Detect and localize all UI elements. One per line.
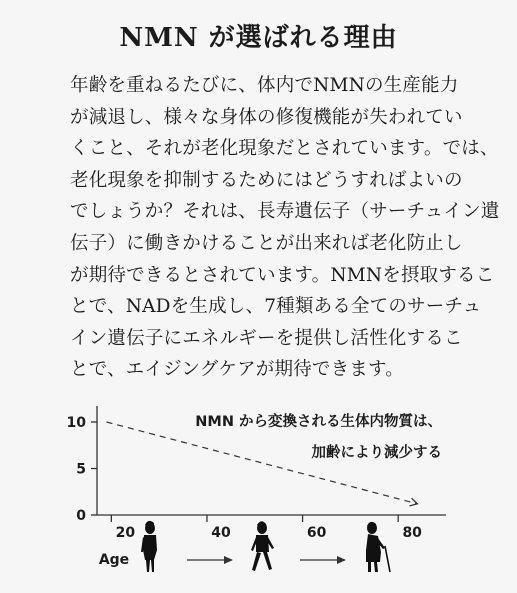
- body-line: 老化現象を抑制するためにはどうすればよいの: [70, 169, 463, 191]
- body-line: とで、NADを生成し、7種類ある全てのサーチュ: [70, 296, 482, 318]
- x-tick-label: 40: [211, 525, 231, 541]
- x-axis-label: Age: [98, 552, 130, 568]
- body-line: が減退し、様々な身体の修復機能が失われてい: [70, 106, 463, 128]
- body-line: くこと、それが老化現象だとされています。では、: [70, 138, 499, 160]
- annotation-line-1: NMN から変換される生体内物質は、: [195, 414, 442, 430]
- body-paragraph: [70, 70, 500, 386]
- page-title: NMN が選ばれる理由: [119, 23, 398, 53]
- series-layer: [107, 422, 418, 504]
- y-tick-label: 5: [76, 461, 86, 478]
- y-tick-label: 10: [66, 415, 86, 431]
- x-tick-label: 80: [402, 525, 422, 541]
- x-tick-label: 60: [306, 525, 327, 541]
- decline-trend-line: [107, 422, 418, 504]
- body-line: とで、エイジングケアが期待できます。: [70, 359, 404, 381]
- y-axis-ticks: [67, 415, 97, 524]
- decline-chart-svg: [0, 392, 517, 593]
- annotation-line-2: 加齢により減少する: [311, 445, 442, 461]
- body-line: 年齢を重ねるたびに、体内でNMNの生産能力: [70, 75, 459, 96]
- elderly-woman-with-cane-icon: [366, 522, 390, 572]
- body-line: 伝子）に働きかけることが出来れば老化防止し: [70, 232, 463, 254]
- body-line: でしょうか？それは、長寿遺伝子（サーチュイン遺: [70, 201, 500, 223]
- body-line: が期待できるとされています。NMNを摂取するこ: [70, 264, 495, 286]
- body-line: イン遺伝子にエネルギーを提供し活性化するこ: [70, 327, 463, 349]
- y-tick-label: 0: [76, 508, 86, 524]
- young-woman-icon: [141, 521, 157, 572]
- decline-chart: [0, 392, 517, 593]
- x-tick-label: 20: [115, 525, 136, 541]
- walking-woman-icon: [251, 521, 274, 571]
